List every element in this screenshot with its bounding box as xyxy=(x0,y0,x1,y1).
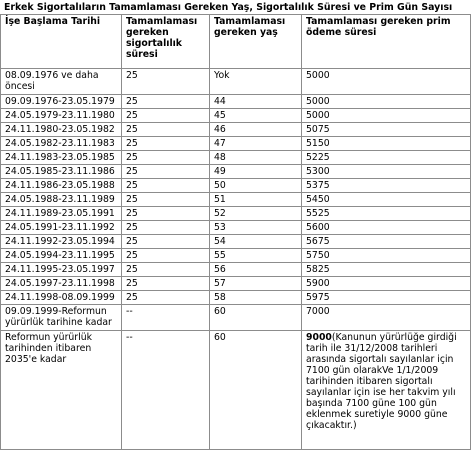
note-bold-value: 9000 xyxy=(306,332,332,343)
cell-insurance-period: 25 xyxy=(122,207,210,221)
header-insurance-period: Tamamlaması gereken sigortalılık süresi xyxy=(122,15,210,69)
cell-insurance-period: -- xyxy=(122,305,210,331)
table-row xyxy=(1,263,471,277)
table-row xyxy=(1,221,471,235)
table-row xyxy=(1,235,471,249)
cell-premium-days: 5150 xyxy=(302,137,471,151)
cell-premium-days: 5900 xyxy=(302,277,471,291)
cell-age: 51 xyxy=(210,193,302,207)
cell-start-date: 24.11.1992-23.05.1994 xyxy=(1,235,122,249)
cell-age: 58 xyxy=(210,291,302,305)
cell-insurance-period: 25 xyxy=(122,263,210,277)
cell-start-date: 24.11.1989-23.05.1991 xyxy=(1,207,122,221)
cell-start-date: 24.05.1979-23.11.1980 xyxy=(1,109,122,123)
cell-premium-days: 7000 xyxy=(302,305,471,331)
cell-age: 53 xyxy=(210,221,302,235)
cell-insurance-period: 25 xyxy=(122,179,210,193)
header-premium-days: Tamamlaması gereken prim ödeme süresi xyxy=(302,15,471,69)
cell-start-date: 24.11.1995-23.05.1997 xyxy=(1,263,122,277)
cell-age: 55 xyxy=(210,249,302,263)
cell-age: 46 xyxy=(210,123,302,137)
cell-age: 44 xyxy=(210,95,302,109)
cell-age: 52 xyxy=(210,207,302,221)
cell-premium-days: 5600 xyxy=(302,221,471,235)
table-row xyxy=(1,69,471,95)
table-row xyxy=(1,137,471,151)
cell-insurance-period: 25 xyxy=(122,95,210,109)
cell-start-date: 24.11.1998-08.09.1999 xyxy=(1,291,122,305)
cell-start-date: 24.11.1986-23.05.1988 xyxy=(1,179,122,193)
cell-premium-days: 5375 xyxy=(302,179,471,193)
table-row xyxy=(1,207,471,221)
cell-insurance-period: 25 xyxy=(122,221,210,235)
cell-age: 54 xyxy=(210,235,302,249)
table-row xyxy=(1,179,471,193)
cell-age: 56 xyxy=(210,263,302,277)
table-row xyxy=(1,305,471,331)
cell-start-date: 24.05.1997-23.11.1998 xyxy=(1,277,122,291)
cell-premium-days: 5675 xyxy=(302,235,471,249)
table-row xyxy=(1,95,471,109)
cell-age: 57 xyxy=(210,277,302,291)
cell-age: 47 xyxy=(210,137,302,151)
cell-insurance-period: 25 xyxy=(122,249,210,263)
cell-insurance-period: 25 xyxy=(122,291,210,305)
cell-premium-days: 5225 xyxy=(302,151,471,165)
header-row xyxy=(1,15,471,69)
cell-age: 48 xyxy=(210,151,302,165)
cell-premium-days: 5825 xyxy=(302,263,471,277)
cell-start-date: 24.05.1994-23.11.1995 xyxy=(1,249,122,263)
cell-premium-days: 5075 xyxy=(302,123,471,137)
cell-premium-days: 5450 xyxy=(302,193,471,207)
table-row xyxy=(1,151,471,165)
cell-start-date: 24.05.1991-23.11.1992 xyxy=(1,221,122,235)
cell-premium-days: 5975 xyxy=(302,291,471,305)
cell-insurance-period: 25 xyxy=(122,165,210,179)
cell-age: 45 xyxy=(210,109,302,123)
table-row xyxy=(1,165,471,179)
cell-insurance-period: 25 xyxy=(122,235,210,249)
cell-insurance-period: 25 xyxy=(122,137,210,151)
table-row xyxy=(1,123,471,137)
header-age: Tamamlaması gereken yaş xyxy=(210,15,302,69)
cell-premium-days: 5525 xyxy=(302,207,471,221)
cell-age: 60 xyxy=(210,331,302,450)
cell-insurance-period: 25 xyxy=(122,193,210,207)
cell-age: Yok xyxy=(210,69,302,95)
cell-premium-days: 5000 xyxy=(302,95,471,109)
cell-age: 50 xyxy=(210,179,302,193)
table-row xyxy=(1,291,471,305)
cell-insurance-period: 25 xyxy=(122,151,210,165)
cell-start-date: 09.09.1976-23.05.1979 xyxy=(1,95,122,109)
cell-age: 60 xyxy=(210,305,302,331)
note-text: (Kanunun yürürlüğe girdiği tarih ile 31/12/2008 tarihleri arasında sigortalı sayılanlar için 7100 gün olarakVe 1/1/2009 tarihinden itibaren sigortalı sayılanlar için ise her takvim yılı başında 7100 güne 100 gün eklenmek suretiyle 9000 güne çıkacaktır.) xyxy=(306,332,457,431)
cell-insurance-period: 25 xyxy=(122,123,210,137)
table-row xyxy=(1,109,471,123)
cell-premium-days: 5000 xyxy=(302,69,471,95)
table-row xyxy=(1,249,471,263)
retirement-table xyxy=(0,14,471,450)
cell-premium-days: 5300 xyxy=(302,165,471,179)
table-row xyxy=(1,193,471,207)
cell-start-date: 09.09.1999-Reformun yürürlük tarihine kadar xyxy=(1,305,122,331)
cell-insurance-period: 25 xyxy=(122,109,210,123)
table-title: Erkek Sigortalıların Tamamlaması Gereken Yaş, Sigortalılık Süresi ve Prim Gün Sayısı xyxy=(4,2,453,13)
cell-premium-days: 5000 xyxy=(302,109,471,123)
cell-premium-days-note xyxy=(302,331,471,450)
cell-insurance-period: -- xyxy=(122,331,210,450)
header-start-date: İşe Başlama Tarihi xyxy=(1,15,122,69)
cell-insurance-period: 25 xyxy=(122,69,210,95)
table-row xyxy=(1,277,471,291)
cell-start-date: 08.09.1976 ve daha öncesi xyxy=(1,69,122,95)
cell-start-date: 24.11.1980-23.05.1982 xyxy=(1,123,122,137)
cell-premium-days: 5750 xyxy=(302,249,471,263)
table-row xyxy=(1,331,471,450)
cell-insurance-period: 25 xyxy=(122,277,210,291)
cell-start-date: 24.05.1985-23.11.1986 xyxy=(1,165,122,179)
cell-age: 49 xyxy=(210,165,302,179)
cell-start-date: 24.11.1983-23.05.1985 xyxy=(1,151,122,165)
cell-start-date: 24.05.1982-23.11.1983 xyxy=(1,137,122,151)
cell-start-date: Reformun yürürlük tarihinden itibaren 2035'e kadar xyxy=(1,331,122,450)
cell-start-date: 24.05.1988-23.11.1989 xyxy=(1,193,122,207)
